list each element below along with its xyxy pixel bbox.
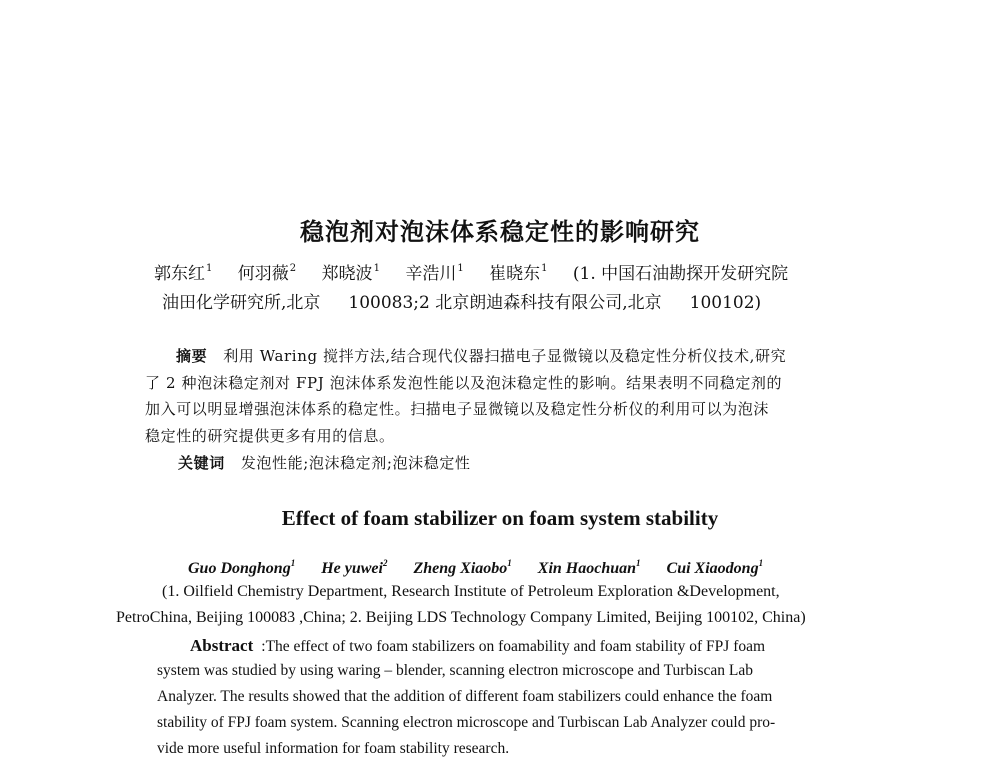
english-abstract-line: stability of FPJ foam system. Scanning electron microscope and Turbiscan Lab Analyzer could pro- xyxy=(157,714,776,731)
english-affiliation-line1: (1. Oilfield Chemistry Department, Research Institute of Petroleum Exploration &Development, xyxy=(162,583,780,600)
author: 辛浩川$^1$ xyxy=(405,263,464,284)
author: 崔晓东$^1$ xyxy=(489,263,548,284)
chinese-abstract-line: 了 2 种泡沫稳定剂对 FPJ 泡沫体系发泡性能以及泡沫稳定性的影响。结果表明不同稳定剂的 xyxy=(145,374,783,392)
english-affiliation-line2: PetroChina, Beijing 100083 ,China; 2. Beijing LDS Technology Company Limited, Beijing 100102, China) xyxy=(116,609,806,626)
author: 何羽薇$^2$ xyxy=(237,263,297,284)
english-abstract-label: Abstract xyxy=(190,636,254,655)
chinese-keywords: 关键词 发泡性能;泡沫稳定剂;泡沫稳定性 xyxy=(178,454,471,472)
english-abstract-line: Analyzer. The results showed that the addition of different foam stabilizers could enhance the foam xyxy=(157,688,773,705)
author: Guo Donghong$^1$ xyxy=(188,558,296,577)
english-abstract-line: system was studied by using waring – blender, scanning electron microscope and Turbiscan Lab xyxy=(157,662,754,679)
author: 郑晓波$^1$ xyxy=(321,263,380,284)
author: He yuwei$^2$ xyxy=(321,558,388,577)
chinese-affiliation-line1: (1. 中国石油勘探开发研究院 xyxy=(572,264,789,284)
english-authors xyxy=(188,558,785,578)
author: Cui Xiaodong$^1$ xyxy=(666,558,764,577)
chinese-abstract-label: 摘要 xyxy=(176,347,208,365)
english-abstract-line: Abstract :The effect of two foam stabilizers on foamability and foam stability of FPJ foam xyxy=(190,636,766,655)
chinese-abstract-line: 摘要 利用 Waring 搅拌方法,结合现代仪器扫描电子显微镜以及稳定性分析仪技术,研究 xyxy=(176,347,787,365)
chinese-abstract-line: 稳定性的研究提供更多有用的信息。 xyxy=(145,427,395,445)
chinese-keywords-label: 关键词 xyxy=(178,454,225,472)
author: 郭东红$^1$ xyxy=(154,263,213,284)
english-title: Effect of foam stabilizer on foam system stability xyxy=(281,506,719,530)
chinese-authors xyxy=(154,259,788,284)
author: Zheng Xiaobo$^1$ xyxy=(413,558,512,577)
chinese-affiliation-line2: 油田化学研究所,北京 100083;2 北京朗迪森科技有限公司,北京 100102) xyxy=(162,293,762,313)
english-abstract-line: vide more useful information for foam stability research. xyxy=(157,740,510,757)
author: Xin Haochuan$^1$ xyxy=(537,558,641,577)
chinese-abstract-line: 加入可以明显增强泡沫体系的稳定性。扫描电子显微镜以及稳定性分析仪的利用可以为泡沫 xyxy=(145,400,770,418)
chinese-title: 稳泡剂对泡沫体系稳定性的影响研究 xyxy=(300,218,700,246)
